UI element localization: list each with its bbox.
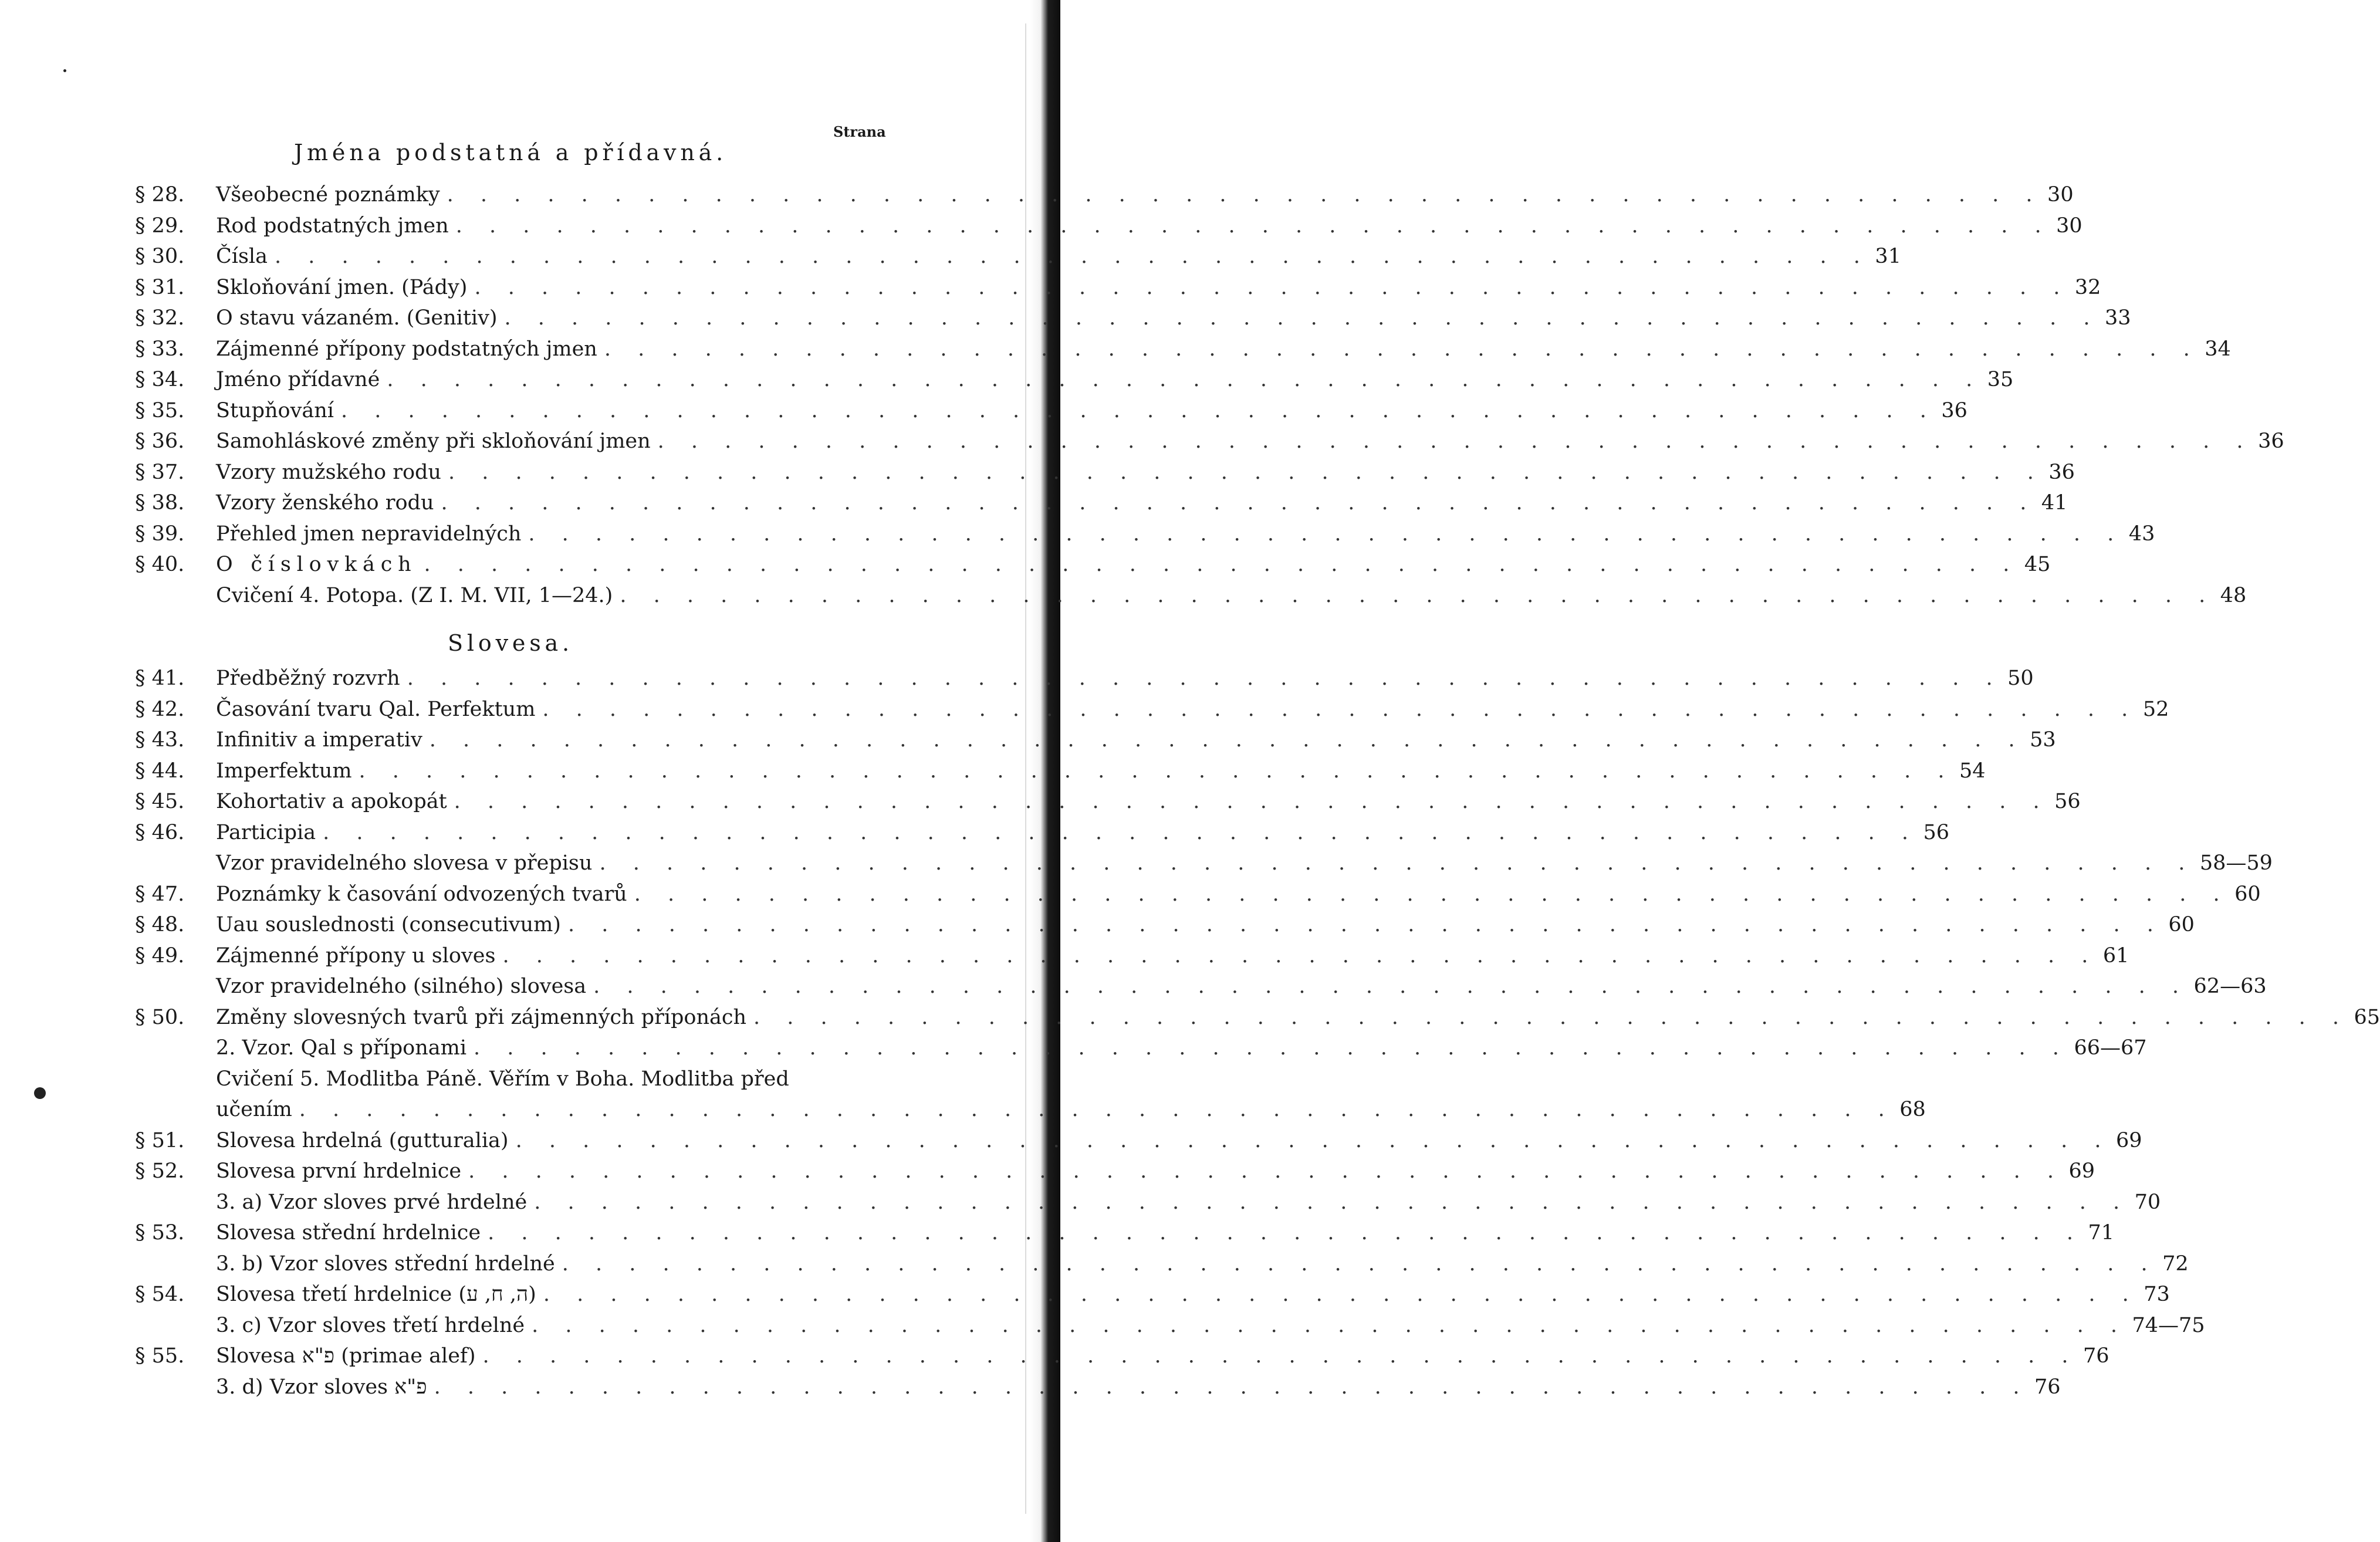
dot-leader: . . . . . . . . . . . . . . . . . . . . . . . . . . . . . . . . . . . . . . . . . . . . . . . .	[474, 275, 2070, 299]
entry-page-number: 36	[2048, 460, 2075, 484]
dot-leader: . . . . . . . . . . . . . . . . . . . . . . . . . . . . . . . . . . . . . . . . . . . . . . . .	[504, 306, 2100, 330]
toc-entry	[135, 272, 2101, 303]
dot-leader: . . . . . . . . . . . . . . . . . . . . . . . . . . . . . . . . . . . . . . . . . . . . . . . .	[299, 1098, 1895, 1121]
entry-page-number: 56	[2054, 790, 2081, 813]
entry-page-number: 36	[1941, 398, 1967, 422]
entry-page-number: 65	[2354, 1005, 2380, 1029]
entry-title: Uau souslednosti (consecutivum)	[216, 913, 561, 936]
entry-page-number: 48	[2220, 583, 2247, 607]
entry-number: § 30.	[135, 245, 185, 268]
entry-number: § 49.	[135, 944, 185, 968]
entry-number: § 51.	[135, 1128, 185, 1152]
entry-number: § 42.	[135, 697, 185, 721]
entry-title: Slovesa střední hrdelnice	[216, 1221, 481, 1245]
entry-title: Slovesa první hrdelnice	[216, 1159, 462, 1183]
toc-entry	[135, 519, 2155, 550]
dot-leader: . . . . . . . . . . . . . . . . . . . . . . . . . . . . . . . . . . . . . . . . . . . . . . . .	[454, 790, 2050, 813]
entry-number: § 46.	[135, 820, 185, 844]
page-column-label: Strana	[833, 123, 886, 140]
dot-leader: . . . . . . . . . . . . . . . . . . . . . . . . . . . . . . . . . . . . . . . . . . . . . . . .	[275, 245, 1871, 268]
entry-page-number: 68	[1899, 1098, 1926, 1121]
entry-number: § 55.	[135, 1344, 185, 1368]
entry-title: 3. b) Vzor sloves střední hrdelné	[216, 1252, 555, 1276]
entry-number: § 39.	[135, 522, 185, 546]
dot-leader: . . . . . . . . . . . . . . . . . . . . . . . . . . . . . . . . . . . . . . . . . . . . . . . .	[323, 820, 1919, 844]
toc-entry	[135, 180, 2074, 211]
entry-number: § 33.	[135, 337, 185, 361]
entry-title: Slovesa פ"א (primae alef)	[216, 1344, 476, 1368]
dot-leader: . . . . . . . . . . . . . . . . . . . . . . . . . . . . . . . . . . . . . . . . . . . . . . . .	[474, 1036, 2070, 1060]
dot-leader: . . . . . . . . . . . . . . . . . . . . . . . . . . . . . . . . . . . . . . . . . . . . . . . .	[593, 975, 2189, 998]
toc-entry	[135, 334, 2231, 365]
entry-page-number: 56	[1923, 820, 1950, 844]
entry-page-number: 41	[2041, 491, 2068, 515]
entry-page-number: 76	[2034, 1375, 2061, 1399]
dot-leader: . . . . . . . . . . . . . . . . . . . . . . . . . . . . . . . . . . . . . . . . . . . . . . . .	[543, 1283, 2139, 1306]
entry-page-number: 58—59	[2199, 851, 2273, 875]
dot-leader: . . . . . . . . . . . . . . . . . . . . . . . . . . . . . . . . . . . . . . . . . . . . . . . .	[488, 1221, 2084, 1245]
toc-entry	[135, 1341, 2109, 1372]
entry-title: Všeobecné poznámky	[216, 183, 440, 207]
toc-entry	[135, 1279, 2170, 1310]
dot-leader: . . . . . . . . . . . . . . . . . . . . . . . . . . . . . . . . . . . . . . . . . . . . . . . .	[340, 398, 1937, 422]
entry-title: Vzory mužského rodu	[216, 460, 441, 484]
toc-entry	[135, 211, 2082, 242]
toc-entry-continuation	[135, 1094, 1926, 1125]
entry-number: § 40.	[135, 553, 185, 576]
ink-speck	[63, 69, 66, 72]
entry-number: § 48.	[135, 913, 185, 936]
entry-number: § 28.	[135, 183, 185, 207]
toc-entry	[135, 364, 2014, 395]
toc-entry	[135, 1372, 2061, 1403]
entry-page-number: 73	[2144, 1283, 2170, 1306]
entry-page-number: 32	[2074, 275, 2101, 299]
entry-title: 3. a) Vzor sloves prvé hrdelné	[216, 1190, 528, 1214]
toc-entry	[135, 786, 2081, 817]
entry-title: 2. Vzor. Qal s příponami	[216, 1036, 467, 1060]
entry-page-number: 52	[2142, 697, 2169, 721]
entry-page-number: 36	[2258, 430, 2284, 453]
toc-entry	[135, 1156, 2095, 1187]
entry-title: O stavu vázaném. (Genitiv)	[216, 306, 498, 330]
dot-leader: . . . . . . . . . . . . . . . . . . . . . . . . . . . . . . . . . . . . . . . . . . . . . . . .	[359, 759, 1955, 783]
entry-title: Vzory ženského rodu	[216, 491, 434, 515]
dot-leader: . . . . . . . . . . . . . . . . . . . . . . . . . . . . . . . . . . . . . . . . . . . . . . . .	[532, 1313, 2128, 1337]
entry-title: Přehled jmen nepravidelných	[216, 522, 522, 546]
toc-entry	[135, 941, 2129, 972]
entry-page-number: 70	[2134, 1190, 2161, 1214]
toc-entry	[135, 694, 2169, 725]
entry-title-continuation: učením	[216, 1098, 292, 1121]
entry-page-number: 61	[2102, 944, 2129, 968]
dot-leader: . . . . . . . . . . . . . . . . . . . . . . . . . . . . . . . . . . . . . . . . . . . . . . . .	[468, 1159, 2064, 1183]
entry-page-number: 53	[2030, 728, 2056, 752]
dot-leader: . . . . . . . . . . . . . . . . . . . . . . . . . . . . . . . . . . . . . . . . . . . . . . . .	[448, 460, 2044, 484]
dot-leader: . . . . . . . . . . . . . . . . . . . . . . . . . . . . . . . . . . . . . . . . . . . . . . . .	[528, 522, 2124, 546]
entry-title: Zájmenné přípony u sloves	[216, 944, 496, 968]
entry-number: § 31.	[135, 275, 185, 299]
dot-leader: . . . . . . . . . . . . . . . . . . . . . . . . . . . . . . . . . . . . . . . . . . . . . . . .	[482, 1344, 2078, 1368]
entry-page-number: 76	[2082, 1344, 2109, 1368]
entry-page-number: 60	[2168, 913, 2195, 936]
entry-number: § 50.	[135, 1005, 185, 1029]
entry-title: O číslovkách	[216, 553, 417, 576]
entry-number: § 35.	[135, 398, 185, 422]
entry-page-number: 33	[2104, 306, 2131, 330]
entry-number: § 44.	[135, 759, 185, 783]
toc-entry	[135, 241, 1901, 272]
toc-verbs	[135, 663, 2380, 1402]
dot-leader: . . . . . . . . . . . . . . . . . . . . . . . . . . . . . . . . . . . . . . . . . . . . . . . .	[599, 851, 2195, 875]
toc-nouns	[135, 180, 2284, 611]
dot-leader: . . . . . . . . . . . . . . . . . . . . . . . . . . . . . . . . . . . . . . . . . . . . . . . .	[753, 1005, 2349, 1029]
toc-entry	[135, 580, 2247, 611]
entry-page-number: 30	[2056, 214, 2082, 238]
toc-entry	[135, 1064, 892, 1095]
entry-number: § 38.	[135, 491, 185, 515]
entry-page-number: 35	[1987, 368, 2014, 391]
dot-leader: . . . . . . . . . . . . . . . . . . . . . . . . . . . . . . . . . . . . . . . . . . . . . . . .	[407, 667, 2003, 690]
entry-title: Rod podstatných jmen	[216, 214, 449, 238]
entry-title: Jméno přídavné	[216, 368, 380, 391]
entry-title: 3. d) Vzor sloves פ"א	[216, 1375, 427, 1399]
dot-leader: . . . . . . . . . . . . . . . . . . . . . . . . . . . . . . . . . . . . . . . . . . . . . . . .	[542, 697, 2138, 721]
entry-page-number: 43	[2128, 522, 2155, 546]
entry-page-number: 31	[1875, 245, 1901, 268]
dot-leader: . . . . . . . . . . . . . . . . . . . . . . . . . . . . . . . . . . . . . . . . . . . . . . . .	[502, 944, 2098, 968]
entry-title: Časování tvaru Qal. Perfektum	[216, 697, 536, 721]
entry-title: Imperfektum	[216, 759, 352, 783]
entry-number: § 52.	[135, 1159, 185, 1183]
section-heading-verbs: Slovesa.	[448, 630, 573, 656]
dot-leader: . . . . . . . . . . . . . . . . . . . . . . . . . . . . . . . . . . . . . . . . . . . . . . . .	[567, 913, 2164, 936]
section-heading-nouns: Jména podstatná a přídavná.	[293, 140, 728, 165]
entry-page-number: 72	[2162, 1252, 2189, 1276]
toc-entry	[135, 1033, 2147, 1064]
entry-number: § 54.	[135, 1283, 185, 1306]
entry-title: Infinitiv a imperativ	[216, 728, 422, 752]
toc-entry	[135, 848, 2273, 879]
toc-entry	[135, 1002, 2380, 1033]
toc-entry	[135, 663, 2034, 694]
toc-entry	[135, 1249, 2189, 1280]
entry-number: § 36.	[135, 430, 185, 453]
entry-title: Participia	[216, 820, 316, 844]
toc-entry	[135, 549, 2051, 580]
entry-page-number: 45	[2024, 553, 2051, 576]
entry-page-number: 71	[2088, 1221, 2115, 1245]
toc-entry	[135, 426, 2284, 457]
entry-number: § 37.	[135, 460, 185, 484]
entry-title: Kohortativ a apokopát	[216, 790, 447, 813]
entry-number: § 41.	[135, 667, 185, 690]
entry-number: § 34.	[135, 368, 185, 391]
entry-page-number: 54	[1959, 759, 1986, 783]
toc-entry	[135, 1218, 2115, 1249]
dot-leader: . . . . . . . . . . . . . . . . . . . . . . . . . . . . . . . . . . . . . . . . . . . . . . . .	[441, 491, 2037, 515]
entry-number: § 29.	[135, 214, 185, 238]
entry-title: Zájmenné přípony podstatných jmen	[216, 337, 597, 361]
entry-title: Čísla	[216, 245, 268, 268]
entry-title: Vzor pravidelného (silného) slovesa	[216, 975, 587, 998]
toc-entry	[135, 817, 1950, 848]
entry-title: Stupňování	[216, 398, 334, 422]
entry-title: Vzor pravidelného slovesa v přepisu	[216, 851, 593, 875]
toc-entry	[135, 879, 2261, 910]
entry-page-number: 69	[2116, 1128, 2142, 1152]
toc-entry	[135, 756, 1986, 787]
entry-title: Změny slovesných tvarů při zájmenných příponách	[216, 1005, 747, 1029]
dot-leader: . . . . . . . . . . . . . . . . . . . . . . . . . . . . . . . . . . . . . . . . . . . . . . . .	[447, 183, 2043, 207]
entry-title: 3. c) Vzor sloves třetí hrdelné	[216, 1313, 525, 1337]
toc-entry	[135, 303, 2131, 334]
dot-leader: . . . . . . . . . . . . . . . . . . . . . . . . . . . . . . . . . . . . . . . . . . . . . . . .	[620, 583, 2216, 607]
entry-page-number: 74—75	[2132, 1313, 2205, 1337]
entry-title: Poznámky k časování odvozených tvarů	[216, 882, 627, 906]
dot-leader: . . . . . . . . . . . . . . . . . . . . . . . . . . . . . . . . . . . . . . . . . . . . . . . .	[634, 882, 2230, 906]
dot-leader: . . . . . . . . . . . . . . . . . . . . . . . . . . . . . . . . . . . . . . . . . . . . . . . .	[387, 368, 1983, 391]
entry-title: Předběžný rozvrh	[216, 667, 400, 690]
entry-title: Samohláskové změny při skloňování jmen	[216, 430, 651, 453]
entry-number: § 53.	[135, 1221, 185, 1245]
entry-number: § 47.	[135, 882, 185, 906]
entry-page-number: 34	[2205, 337, 2231, 361]
dot-leader: . . . . . . . . . . . . . . . . . . . . . . . . . . . . . . . . . . . . . . . . . . . . . . . .	[424, 553, 2020, 576]
toc-entry	[135, 1125, 2142, 1156]
entry-number: § 32.	[135, 306, 185, 330]
dot-leader: . . . . . . . . . . . . . . . . . . . . . . . . . . . . . . . . . . . . . . . . . . . . . . . .	[515, 1128, 2112, 1152]
entry-title: Skloňování jmen. (Pády)	[216, 275, 468, 299]
ink-speck	[34, 1087, 46, 1099]
dot-leader: . . . . . . . . . . . . . . . . . . . . . . . . . . . . . . . . . . . . . . . . . . . . . . . .	[604, 337, 2200, 361]
entry-page-number: 30	[2047, 183, 2074, 207]
entry-page-number: 69	[2068, 1159, 2095, 1183]
dot-leader: . . . . . . . . . . . . . . . . . . . . . . . . . . . . . . . . . . . . . . . . . . . . . . . .	[657, 430, 2254, 453]
entry-title: Cvičení 5. Modlitba Páně. Věřím v Boha. Modlitba před	[216, 1067, 789, 1091]
toc-entry	[135, 1310, 2205, 1341]
toc-entry	[135, 457, 2075, 488]
entry-title: Slovesa třetí hrdelnice (ה, ח, ע)	[216, 1283, 536, 1306]
toc-entry	[135, 395, 1967, 427]
toc-entry	[135, 488, 2068, 519]
toc-entry	[135, 725, 2056, 756]
entry-page-number: 62—63	[2193, 975, 2267, 998]
entry-title: Cvičení 4. Potopa. (Z I. M. VII, 1—24.)	[216, 583, 613, 607]
entry-number: § 45.	[135, 790, 185, 813]
entry-title: Slovesa hrdelná (gutturalia)	[216, 1128, 509, 1152]
toc-entry	[135, 909, 2195, 941]
dot-leader: . . . . . . . . . . . . . . . . . . . . . . . . . . . . . . . . . . . . . . . . . . . . . . . .	[534, 1190, 2130, 1214]
toc-entry	[135, 971, 2267, 1002]
entry-page-number: 50	[2007, 667, 2034, 690]
toc-entry	[135, 1187, 2161, 1218]
entry-page-number: 66—67	[2074, 1036, 2147, 1060]
dot-leader: . . . . . . . . . . . . . . . . . . . . . . . . . . . . . . . . . . . . . . . . . . . . . . . .	[562, 1252, 2158, 1276]
dot-leader: . . . . . . . . . . . . . . . . . . . . . . . . . . . . . . . . . . . . . . . . . . . . . . . .	[429, 728, 2026, 752]
entry-page-number: 60	[2234, 882, 2261, 906]
entry-number: § 43.	[135, 728, 185, 752]
dot-leader: . . . . . . . . . . . . . . . . . . . . . . . . . . . . . . . . . . . . . . . . . . . . . . . .	[455, 214, 2052, 238]
dot-leader: . . . . . . . . . . . . . . . . . . . . . . . . . . . . . . . . . . . . . . . . . . . . . . . .	[434, 1375, 2030, 1399]
